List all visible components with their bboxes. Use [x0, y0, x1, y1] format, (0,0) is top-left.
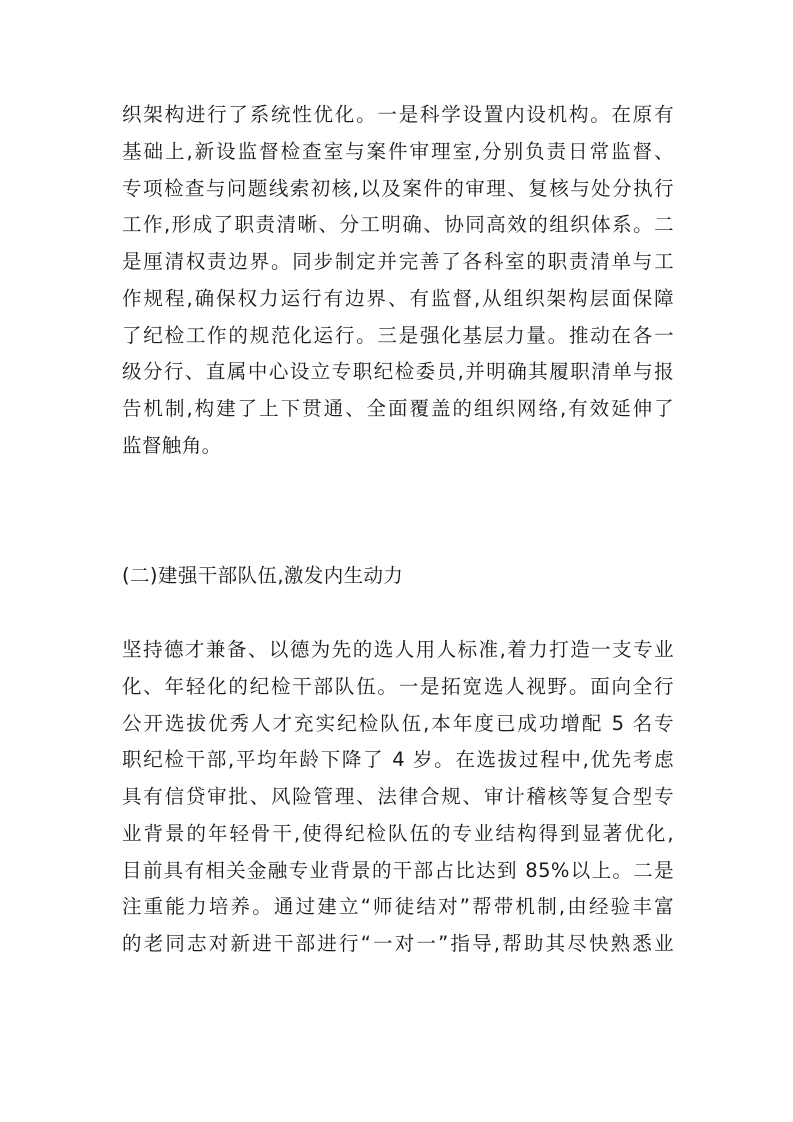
- text-line: 注重能力培养。通过建立“师徒结对”帮带机制,由经验丰富: [122, 895, 674, 919]
- paragraph-organization-structure: [122, 97, 674, 465]
- text-line: 公开选拔优秀人才充实纪检队伍,本年度已成功增配 5 名专: [122, 711, 674, 735]
- text-line: 织架构进行了系统性优化。一是科学设置内设机构。在原有: [122, 103, 674, 126]
- text-line: 了纪检工作的规范化运行。三是强化基层力量。推动在各一: [122, 323, 674, 347]
- text-line: 职纪检干部,平均年龄下降了 4 岁。在选拔过程中,优先考虑: [122, 748, 674, 772]
- text-line: 告机制,构建了上下贯通、全面覆盖的组织网络,有效延伸了: [122, 397, 674, 420]
- text-line: 作规程,确保权力运行有边界、有监督,从组织架构层面保障: [122, 286, 674, 310]
- text-line: 的老同志对新进干部进行“一对一”指导,帮助其尽快熟悉业: [122, 932, 674, 955]
- text-line: 监督触角。: [122, 433, 222, 457]
- text-line: 是厘清权责边界。同步制定并完善了各科室的职责清单与工: [122, 250, 674, 273]
- section-heading: [122, 558, 674, 595]
- text-line: 工作,形成了职责清晰、分工明确、协同高效的组织体系。二: [122, 213, 674, 237]
- section-heading-text: (二)建强干部队伍,激发内生动力: [122, 564, 404, 587]
- text-line: 级分行、直属中心设立专职纪检委员,并明确其履职清单与报: [122, 360, 674, 384]
- text-line: 基础上,新设监督检查室与案件审理室,分别负责日常监督、: [122, 139, 674, 163]
- text-line: 目前具有相关金融专业背景的干部占比达到 85%以上。二是: [122, 858, 674, 882]
- text-line: 化、年轻化的纪检干部队伍。一是拓宽选人视野。面向全行: [122, 674, 674, 698]
- text-line: 具有信贷审批、风险管理、法律合规、审计稽核等复合型专: [122, 785, 674, 808]
- text-line: 业背景的年轻骨干,使得纪检队伍的专业结构得到显著优化,: [122, 821, 674, 845]
- text-line: 坚持德才兼备、以德为先的选人用人标准,着力打造一支专业: [122, 638, 674, 661]
- text-line: 专项检查与问题线索初核,以及案件的审理、复核与处分执行: [122, 176, 674, 200]
- paragraph-cadre-team: [122, 632, 674, 963]
